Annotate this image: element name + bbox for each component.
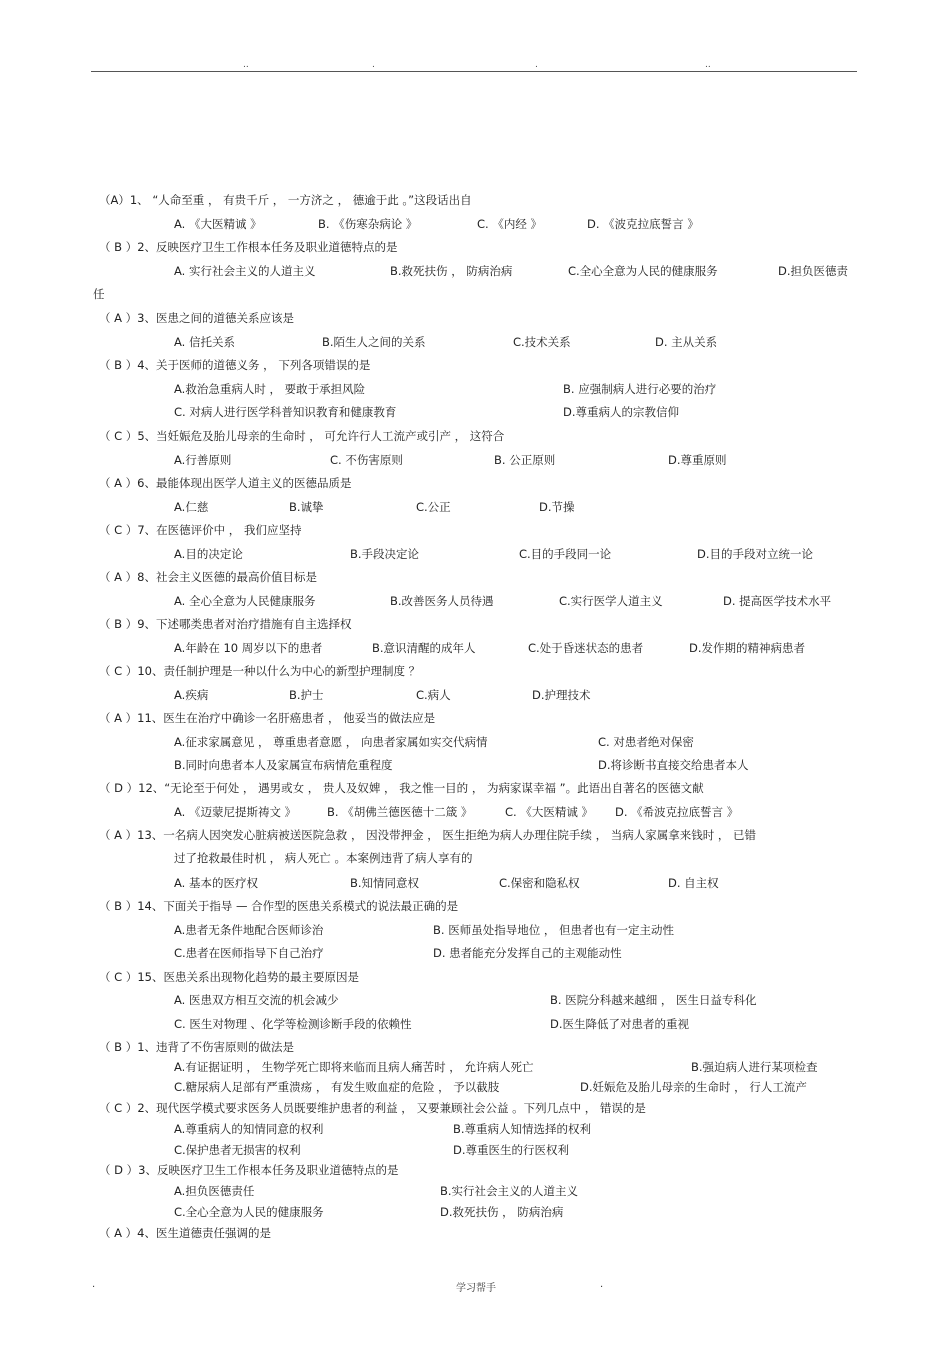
option: C.保密和隐私权 [499, 876, 580, 890]
option: A. 实行社会主义的人道主义 [174, 264, 316, 278]
question-line: （ A ）3、医患之间的道德关系应该是 [99, 311, 294, 325]
option: D.将诊断书直接交给患者本人 [598, 758, 749, 772]
question-line: （ C ）7、在医德评价中 ， 我们应坚持 [99, 523, 302, 537]
option: B.陌生人之间的关系 [322, 335, 426, 349]
question-line: （ D ）12、“无论至于何处 ， 遇男或女 ， 贵人及奴婢 ， 我之惟一目的 ， 为病家谋幸福 ”。此语出自著名的医德文献 [99, 781, 704, 795]
option: D.节操 [539, 500, 575, 514]
option: D.救死扶伤 ， 防病治病 [440, 1205, 564, 1219]
option: D. 患者能充分发挥自己的主观能动性 [433, 946, 622, 960]
option: A.救治急重病人时 ， 要敢于承担风险 [174, 382, 366, 396]
option: A. 基本的医疗权 [174, 876, 258, 890]
question-line: （ B ）1、违背了不伤害原则的做法是 [99, 1040, 295, 1054]
option: B.手段决定论 [350, 547, 420, 561]
option: D.妊娠危及胎儿母亲的生命时 ， 行人工流产 [580, 1080, 807, 1094]
option: A. 信托关系 [174, 335, 235, 349]
option: D.医生降低了对患者的重视 [550, 1017, 690, 1031]
question-line: （ B ）2、反映医疗卫生工作根本任务及职业道德特点的是 [99, 240, 398, 254]
option: B. 应强制病人进行必要的治疗 [563, 382, 717, 396]
option: C. 《大医精诚 》 [505, 805, 593, 819]
question-line: （ C ）10、责任制护理是一种以什么为中心的新型护理制度 ？ [99, 664, 421, 678]
option: B.意识清醒的成年人 [372, 641, 476, 655]
option: C.处于昏迷状态的患者 [528, 641, 644, 655]
option: D.发作期的精神病患者 [689, 641, 806, 655]
option: D. 提高医学技术水平 [723, 594, 832, 608]
option: B. 《胡佛兰德医德十二箴 》 [327, 805, 473, 819]
option-wrap: 任 [93, 287, 105, 301]
option: D. 《希波克拉底誓言 》 [615, 805, 739, 819]
option: D.目的手段对立统一论 [697, 547, 814, 561]
option: A.仁慈 [174, 500, 209, 514]
option: D.尊重医生的行医权利 [453, 1143, 570, 1157]
option: D. 自主权 [668, 876, 719, 890]
question-line: （ B ）4、关于医师的道德义务 ， 下列各项错误的是 [99, 358, 371, 372]
option: A.疾病 [174, 688, 209, 702]
question-line: （ B ）9、下述哪类患者对治疗措施有自主选择权 [99, 617, 352, 631]
option: D. 《波克拉底誓言 》 [587, 217, 699, 231]
option: D.护理技术 [532, 688, 591, 702]
option: C. 对病人进行医学科普知识教育和健康教育 [174, 405, 397, 419]
option: B.改善医务人员待遇 [390, 594, 494, 608]
option: B.同时向患者本人及家属宣布病情危重程度 [174, 758, 393, 772]
question-line: （ C ）5、当妊娠危及胎儿母亲的生命时 ， 可允许行人工流产或引产 ， 这符合 [99, 429, 505, 443]
option: B. 医院分科越来越细 ， 医生日益专科化 [550, 993, 757, 1007]
option: A.行善原则 [174, 453, 232, 467]
option: D.尊重原则 [668, 453, 727, 467]
header-dot: .. [243, 60, 249, 70]
option: A. 医患双方相互交流的机会减少 [174, 993, 339, 1007]
option: C. 不伤害原则 [330, 453, 403, 467]
option: B. 公正原则 [494, 453, 556, 467]
option: C.目的手段同一论 [519, 547, 612, 561]
question-line: （ A ）6、最能体现出医学人道主义的医德品质是 [99, 476, 352, 490]
option: A. 《迈蒙尼提斯祷文 》 [174, 805, 297, 819]
option: B.救死扶伤 ， 防病治病 [390, 264, 513, 278]
option: A.患者无条件地配合医师诊治 [174, 923, 324, 937]
question-line: （ A ）8、社会主义医德的最高价值目标是 [99, 570, 317, 584]
header-rule [91, 71, 857, 72]
option: C.全心全意为人民的健康服务 [568, 264, 718, 278]
header-dot: . [535, 60, 538, 70]
option: A.征求家属意见 ， 尊重患者意愿 ， 向患者家属如实交代病情 [174, 735, 488, 749]
option: A.目的决定论 [174, 547, 243, 561]
option: A. 《大医精诚 》 [174, 217, 262, 231]
question-line: （ D ）3、反映医疗卫生工作根本任务及职业道德特点的是 [99, 1163, 399, 1177]
option: B.护士 [289, 688, 324, 702]
option: C.患者在医师指导下自己治疗 [174, 946, 324, 960]
option: C.全心全意为人民的健康服务 [174, 1205, 324, 1219]
question-line: （ A ）11、医生在治疗中确诊一名肝癌患者 ， 他妥当的做法应是 [99, 711, 436, 725]
option: B.实行社会主义的人道主义 [440, 1184, 579, 1198]
option: C. 《内经 》 [477, 217, 542, 231]
header-dot: . [372, 60, 375, 70]
option: A. 全心全意为人民健康服务 [174, 594, 316, 608]
option: A.有证据证明 ， 生物学死亡即将来临而且病人痛苦时 ， 允许病人死亡 [174, 1060, 534, 1074]
question-line: （ C ）2、现代医学模式要求医务人员既要维护患者的利益 ， 又要兼顾社会公益 。下列几点中 ， 错误的是 [99, 1101, 646, 1115]
footer-label: 学习帮手 [456, 1283, 496, 1294]
option: D.担负医德责 [778, 264, 849, 278]
option: B.强迫病人进行某项检查 [691, 1060, 818, 1074]
option: A.尊重病人的知情同意的权利 [174, 1122, 324, 1136]
header-dot: .. [705, 60, 711, 70]
option: B.诚挚 [289, 500, 324, 514]
option: B.知情同意权 [350, 876, 420, 890]
option: C.保护患者无损害的权利 [174, 1143, 301, 1157]
option: A.年龄在 10 周岁以下的患者 [174, 641, 323, 655]
question-line: （ A ）13、一名病人因突发心脏病被送医院急救 ， 因没带押金 ， 医生拒绝为病人办理住院手续 ， 当病人家属拿来钱时 ， 已错 [99, 828, 757, 842]
footer-dot: . [600, 1279, 604, 1290]
option: B. 《伤寒杂病论 》 [318, 217, 418, 231]
option: B. 医师虽处指导地位 ， 但患者也有一定主动性 [433, 923, 675, 937]
option: C. 对患者绝对保密 [598, 735, 694, 749]
question-line: （ B ）14、下面关于指导 — 合作型的医患关系模式的说法最正确的是 [99, 899, 459, 913]
question-line: （A）1、 “人命至重 ， 有贵千斤 ， 一方济之 ， 德逾于此 。”这段话出自 [99, 193, 472, 207]
option: C. 医生对物理 、化学等检测诊断手段的依赖性 [174, 1017, 412, 1031]
footer-dot: . [92, 1279, 96, 1290]
option: C.公正 [416, 500, 451, 514]
option: A.担负医德责任 [174, 1184, 255, 1198]
option: C.实行医学人道主义 [559, 594, 663, 608]
option: C.糖尿病人足部有严重溃疡 ， 有发生败血症的危险 ， 予以截肢 [174, 1080, 500, 1094]
option: C.技术关系 [513, 335, 571, 349]
question-line: （ A ）4、医生道德责任强调的是 [99, 1226, 271, 1240]
option: B.尊重病人知情选择的权利 [453, 1122, 592, 1136]
option: D. 主从关系 [655, 335, 718, 349]
question-line: （ C ）15、医患关系出现物化趋势的最主要原因是 [99, 970, 359, 984]
question-line-continued: 过了抢救最佳时机 ， 病人死亡 。本案例违背了病人享有的 [174, 851, 473, 865]
option: D.尊重病人的宗教信仰 [563, 405, 680, 419]
option: C.病人 [416, 688, 451, 702]
